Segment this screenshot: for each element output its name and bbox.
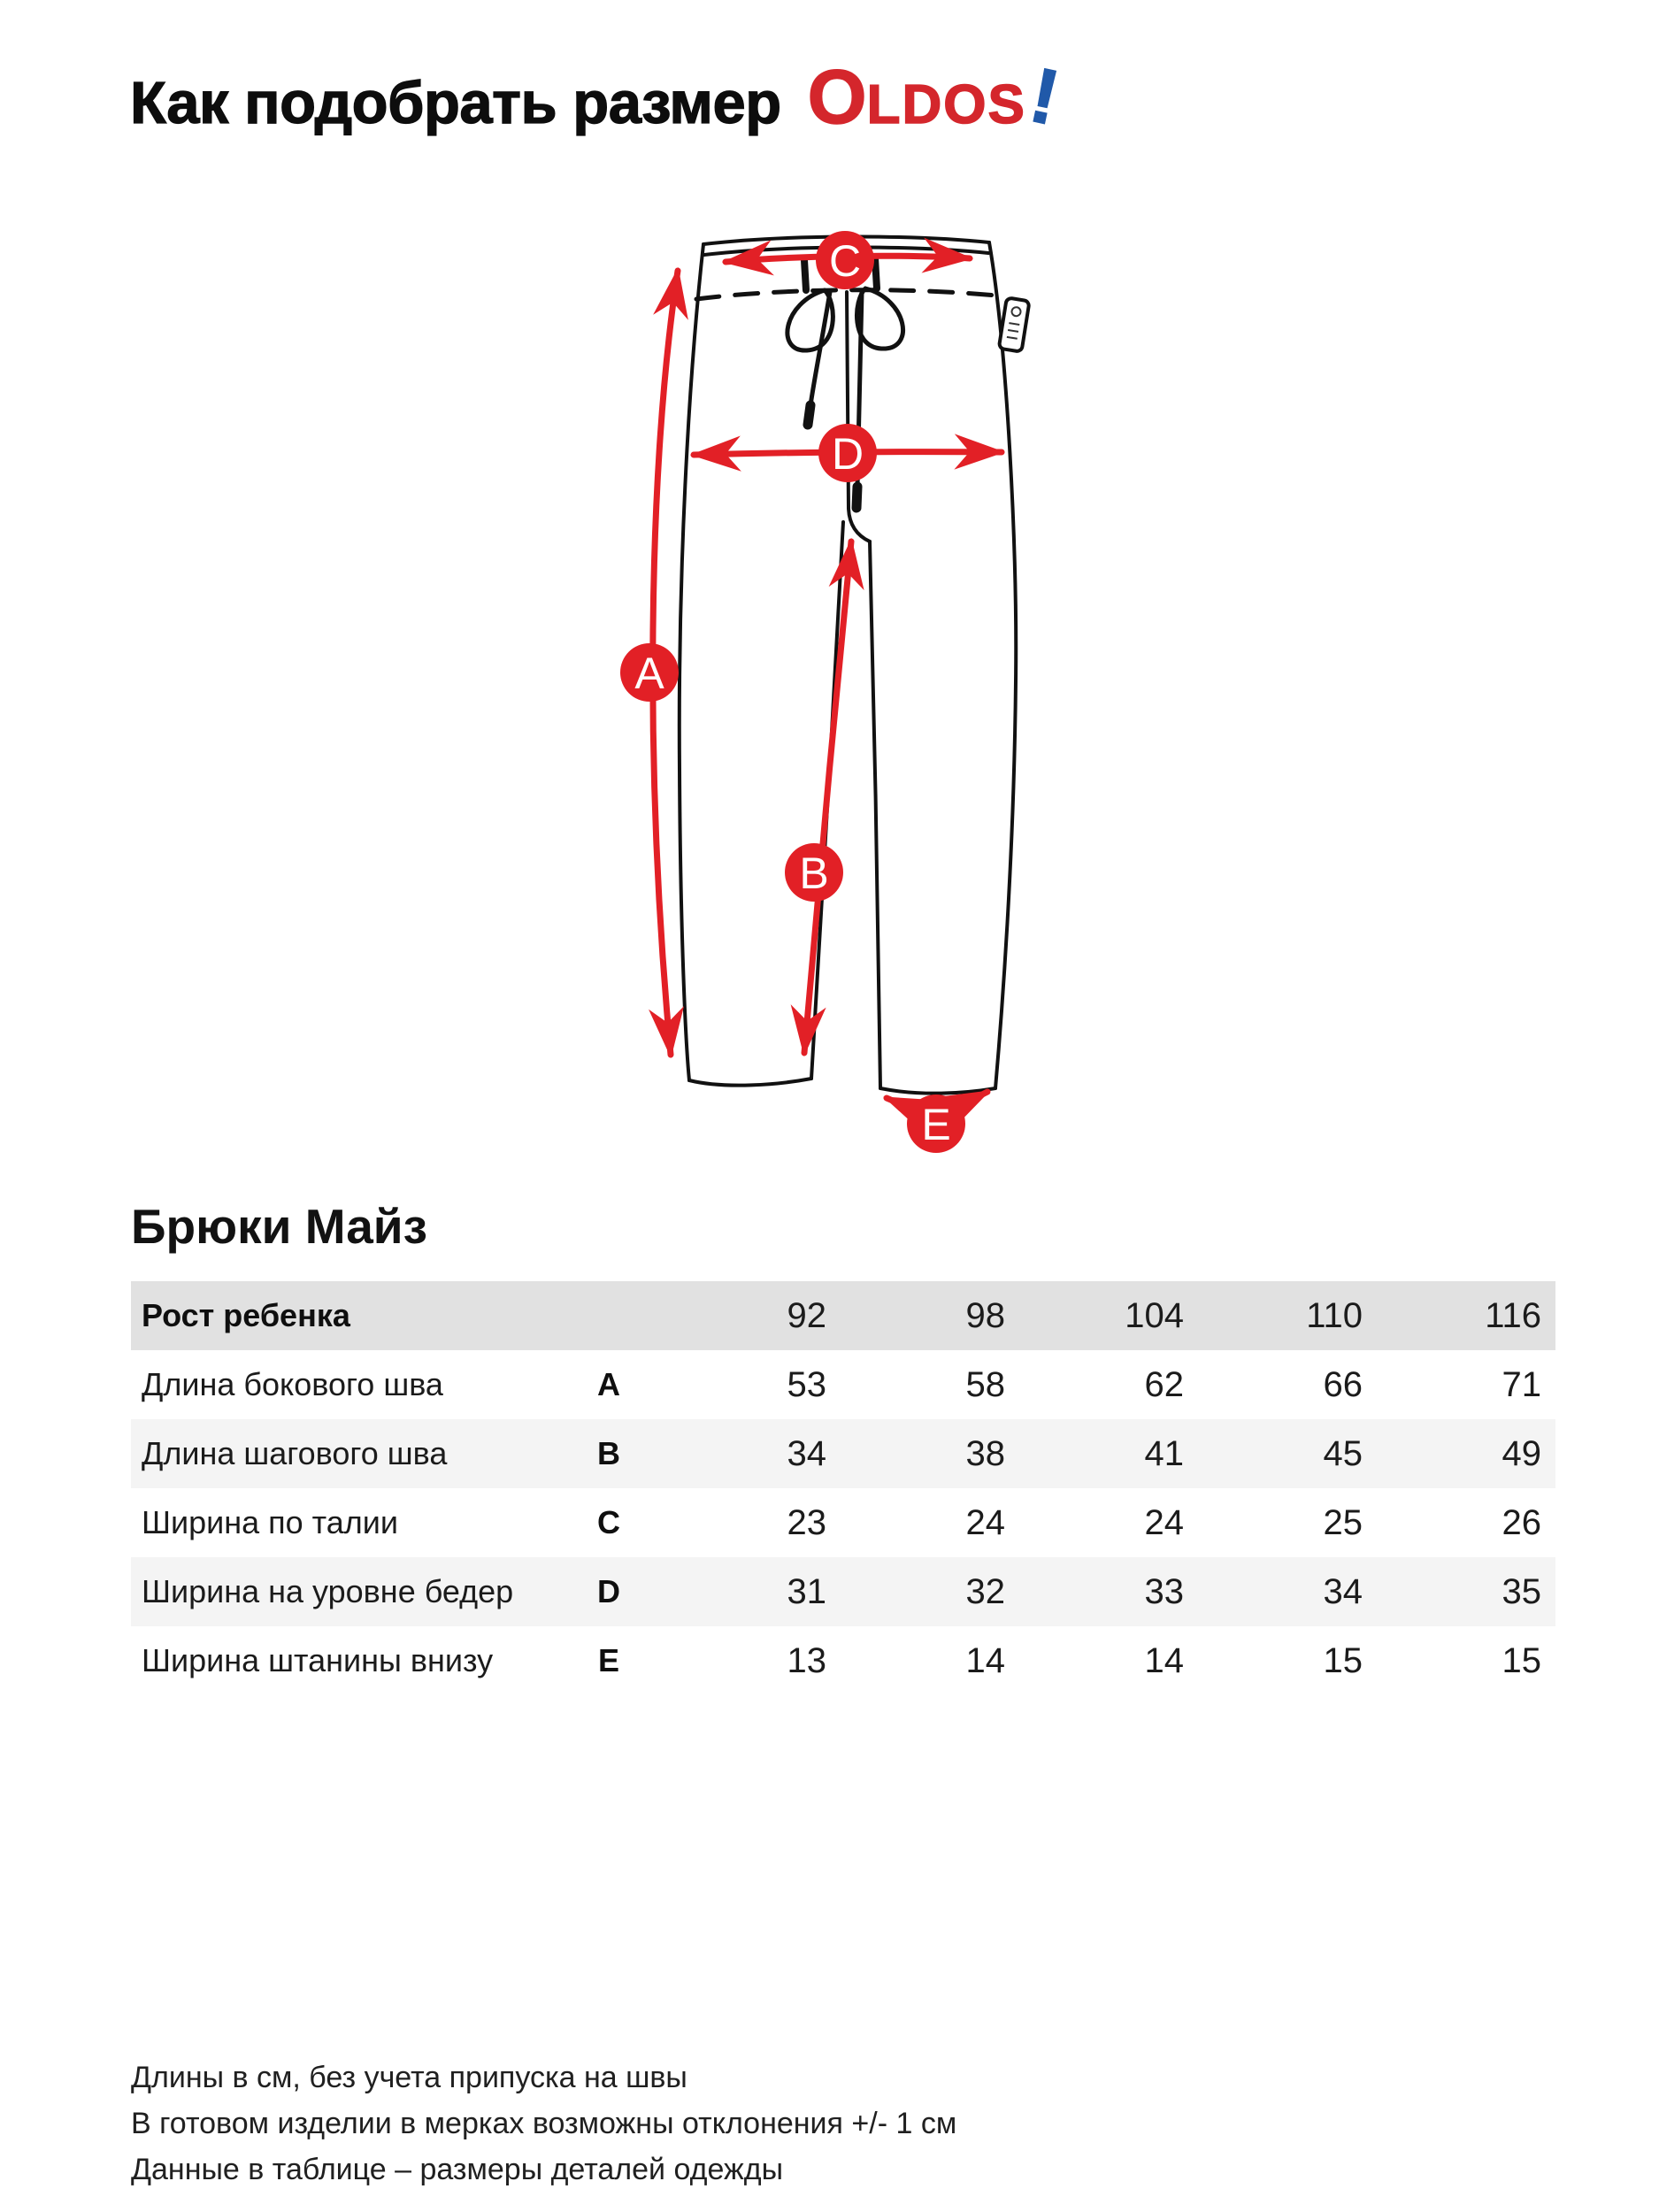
arrow-b-inseam xyxy=(804,541,851,1053)
row-value: 41 xyxy=(1144,1433,1184,1473)
badge-c xyxy=(816,231,874,289)
row-letter: C xyxy=(597,1504,620,1540)
page-title: Как подобрать размер xyxy=(130,70,781,136)
row-value: 38 xyxy=(965,1433,1005,1473)
size-column-header: 92 xyxy=(787,1295,826,1335)
row-label: Ширина штанины внизу xyxy=(142,1642,494,1678)
row-value: 62 xyxy=(1144,1364,1184,1404)
row-label: Ширина по талии xyxy=(142,1504,398,1540)
row-value: 14 xyxy=(1144,1640,1184,1680)
row-value: 15 xyxy=(1502,1640,1541,1680)
measurement-badges xyxy=(620,231,965,1153)
oldos-logo xyxy=(807,50,1067,142)
footnote-line: Длины в см, без учета припуска на швы xyxy=(131,2061,687,2094)
size-column-header: 104 xyxy=(1125,1295,1184,1335)
page-header xyxy=(130,50,1067,142)
row-value: 34 xyxy=(1323,1571,1363,1611)
row-label: Длина шагового шва xyxy=(142,1435,448,1471)
row-label: Длина бокового шва xyxy=(142,1366,443,1402)
row-value: 31 xyxy=(787,1571,826,1611)
badge-b-label: B xyxy=(799,849,829,898)
row-value: 15 xyxy=(1323,1640,1363,1680)
row-value: 25 xyxy=(1323,1502,1363,1542)
row-value: 58 xyxy=(965,1364,1005,1404)
logo-letters-ldos: LDOS xyxy=(866,74,1026,135)
size-column-header: 98 xyxy=(965,1295,1005,1335)
trousers-outline xyxy=(680,236,1016,1093)
size-table xyxy=(131,1281,1555,1695)
badge-e-label: E xyxy=(921,1100,951,1149)
badge-d-label: D xyxy=(831,429,864,479)
badge-a-label: A xyxy=(634,649,664,698)
row-value: 33 xyxy=(1144,1571,1184,1611)
row-value: 26 xyxy=(1502,1502,1541,1542)
table-row-d xyxy=(131,1557,1555,1626)
row-letter: A xyxy=(597,1366,620,1402)
row-value: 34 xyxy=(787,1433,826,1473)
measurement-arrows xyxy=(653,256,1002,1113)
row-value: 71 xyxy=(1502,1364,1541,1404)
logo-exclamation: ! xyxy=(1022,50,1067,142)
row-value: 35 xyxy=(1502,1571,1541,1611)
badge-c-label: C xyxy=(828,236,862,286)
trousers-measurement-diagram xyxy=(602,204,1133,1194)
logo-letter-o: O xyxy=(807,55,867,140)
footnote-line: В готовом изделии в мерках возможны отклонения +/- 1 см xyxy=(131,2107,957,2140)
size-column-header: 116 xyxy=(1485,1295,1541,1335)
badge-d xyxy=(818,424,877,482)
row-value: 49 xyxy=(1502,1433,1541,1473)
table-header-row xyxy=(131,1281,1555,1350)
row-letter: D xyxy=(597,1573,620,1609)
badge-a xyxy=(620,643,679,702)
table-row-c xyxy=(131,1488,1555,1557)
row-value: 23 xyxy=(787,1502,826,1542)
badge-e xyxy=(907,1094,965,1153)
side-tag xyxy=(999,297,1030,351)
table-header-label: Рост ребенка xyxy=(142,1297,350,1333)
row-value: 32 xyxy=(965,1571,1005,1611)
table-row-e xyxy=(131,1626,1555,1695)
row-value: 66 xyxy=(1323,1364,1363,1404)
row-letter: B xyxy=(597,1435,620,1471)
row-value: 45 xyxy=(1323,1433,1363,1473)
row-value: 24 xyxy=(965,1502,1005,1542)
badge-b xyxy=(785,843,843,902)
row-value: 13 xyxy=(787,1640,826,1680)
table-row-b xyxy=(131,1419,1555,1488)
size-column-header: 110 xyxy=(1306,1295,1363,1335)
footnotes xyxy=(131,2055,956,2193)
row-value: 53 xyxy=(787,1364,826,1404)
row-value: 14 xyxy=(965,1640,1005,1680)
footnote-line: Данные в таблице – размеры деталей одежды xyxy=(131,2153,784,2186)
row-label: Ширина на уровне бедер xyxy=(142,1573,514,1609)
product-name: Брюки Майз xyxy=(131,1199,427,1254)
table-row-a xyxy=(131,1350,1555,1419)
row-value: 24 xyxy=(1144,1502,1184,1542)
row-letter: E xyxy=(597,1642,619,1678)
